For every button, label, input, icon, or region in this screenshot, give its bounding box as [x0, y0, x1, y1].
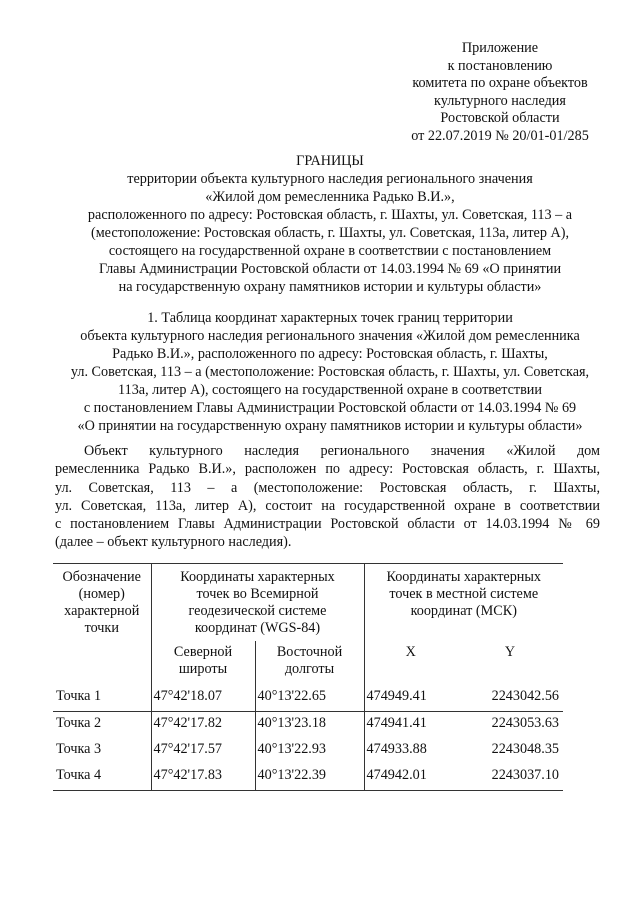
document-heading: ГРАНИЦЫ: [296, 153, 364, 169]
paragraph-line: ул. Советская, 113 – а (местоположение: Ростовская область, г. Шахты,: [55, 479, 600, 496]
latitude-cell: 47°42'17.57: [151, 738, 255, 764]
appendix-line: комитета по охране объектов: [412, 75, 588, 91]
subheader-y: Y: [504, 644, 516, 660]
longitude-cell: 40°13'22.39: [255, 764, 364, 791]
header-text: (номер): [78, 586, 125, 602]
title-line: состоящего на государственной охране в соответствии с постановлением: [108, 243, 552, 259]
header-text: точки: [84, 620, 119, 636]
point-name: Точка 3: [56, 741, 102, 757]
point-name: Точка 4: [56, 767, 102, 783]
x-cell: 474933.88: [364, 738, 457, 764]
x-cell: 474941.41: [364, 712, 457, 739]
appendix-block: [380, 40, 620, 145]
y-cell: 2243037.10: [491, 767, 559, 783]
header-point-designation: [53, 564, 151, 685]
section-heading-block: [40, 309, 620, 435]
table-header-row: [53, 564, 563, 642]
section-line: «О принятии на государственную охрану памятников истории и культуры области»: [77, 418, 583, 434]
table-row: [53, 738, 563, 764]
header-text: Координаты характерных: [180, 569, 335, 585]
description-paragraph: [55, 442, 600, 552]
subheader-north-latitude: [151, 641, 255, 684]
header-text: координат (МСК): [410, 603, 517, 619]
subheader-text: широты: [178, 661, 228, 677]
y-cell: 2243053.63: [491, 715, 559, 731]
table-row: [53, 684, 563, 712]
header-text: точек в местной системе: [389, 586, 539, 602]
subheader-text: долготы: [284, 661, 335, 677]
title-line: (местоположение: Ростовская область, г. Шахты, ул. Советская, 113а, литер А),: [90, 225, 570, 241]
latitude-cell: 47°42'17.83: [151, 764, 255, 791]
header-text: точек во Всемирной: [196, 586, 319, 602]
appendix-date-line: от 22.07.2019 № 20/01-01/285: [411, 127, 589, 144]
title-line: территории объекта культурного наследия регионального значения: [127, 171, 533, 187]
y-cell: 2243042.56: [491, 688, 559, 704]
appendix-line: культурного наследия: [434, 92, 566, 109]
latitude-cell: 47°42'18.07: [151, 684, 255, 712]
section-line: 113а, литер А), состоящего на государственной охране в соответствии: [118, 382, 542, 398]
latitude-cell: 47°42'17.82: [151, 712, 255, 739]
point-name: Точка 2: [56, 715, 102, 731]
subheader-east-longitude: [255, 641, 364, 684]
paragraph-line: (далее – объект культурного наследия).: [55, 534, 292, 551]
title-line: расположенного по адресу: Ростовская область, г. Шахты, ул. Советская, 113 – а: [87, 207, 573, 223]
section-line: Радько В.И.», расположенного по адресу: Ростовская область, г. Шахты,: [112, 346, 548, 362]
subheader-x: X: [364, 641, 457, 684]
longitude-cell: 40°13'22.93: [255, 738, 364, 764]
header-text: характерной: [64, 603, 140, 619]
point-name: Точка 1: [56, 688, 102, 704]
longitude-cell: 40°13'23.18: [255, 712, 364, 739]
appendix-line: Приложение: [461, 40, 539, 56]
section-line: ул. Советская, 113 – а (местоположение: Ростовская область, г. Шахты, ул. Советская,: [70, 364, 590, 380]
y-cell: 2243048.35: [491, 741, 559, 757]
paragraph-line: с постановлением Главы Администрации Ростовской области от 14.03.1994 № 69: [55, 516, 600, 533]
paragraph-line: Объект культурного наследия регионального значения «Жилой дом: [84, 443, 600, 459]
header-text: Обозначение: [62, 569, 141, 585]
paragraph-line: ул. Советская, 113а, литер А), состоит на государственной охране в соответствии: [55, 497, 600, 514]
title-line: Главы Администрации Ростовской области от 14.03.1994 № 69 «О принятии: [98, 261, 562, 277]
section-line: объекта культурного наследия регионального значения «Жилой дом ремесленника: [80, 328, 580, 344]
section-line: с постановлением Главы Администрации Ростовской области от 14.03.1994 № 69: [83, 400, 577, 416]
header-text: координат (WGS-84): [194, 620, 321, 636]
header-wgs84: [151, 564, 364, 642]
section-line: 1. Таблица координат характерных точек границ территории: [147, 310, 513, 326]
header-text: геодезической системе: [188, 603, 327, 619]
appendix-line: Ростовской области: [440, 110, 560, 126]
title-line: на государственную охрану памятников истории и культуры области»: [118, 279, 542, 295]
header-msk: [364, 564, 563, 642]
subheader-text: Восточной: [276, 644, 343, 660]
longitude-cell: 40°13'22.65: [255, 684, 364, 712]
x-cell: 474949.41: [364, 684, 457, 712]
table-row: [53, 764, 563, 791]
subheader-text: Северной: [173, 644, 233, 660]
paragraph-line: ремесленника Радько В.И.», расположен по адресу: Ростовская область, г. Шахты,: [55, 461, 600, 478]
title-line: «Жилой дом ремесленника Радько В.И.»,: [205, 189, 455, 205]
coordinates-table: [53, 563, 563, 791]
table-row: [53, 712, 563, 739]
x-cell: 474942.01: [364, 764, 457, 791]
appendix-line: к постановлению: [447, 57, 553, 74]
title-block: [40, 152, 620, 296]
header-text: Координаты характерных: [386, 569, 542, 585]
